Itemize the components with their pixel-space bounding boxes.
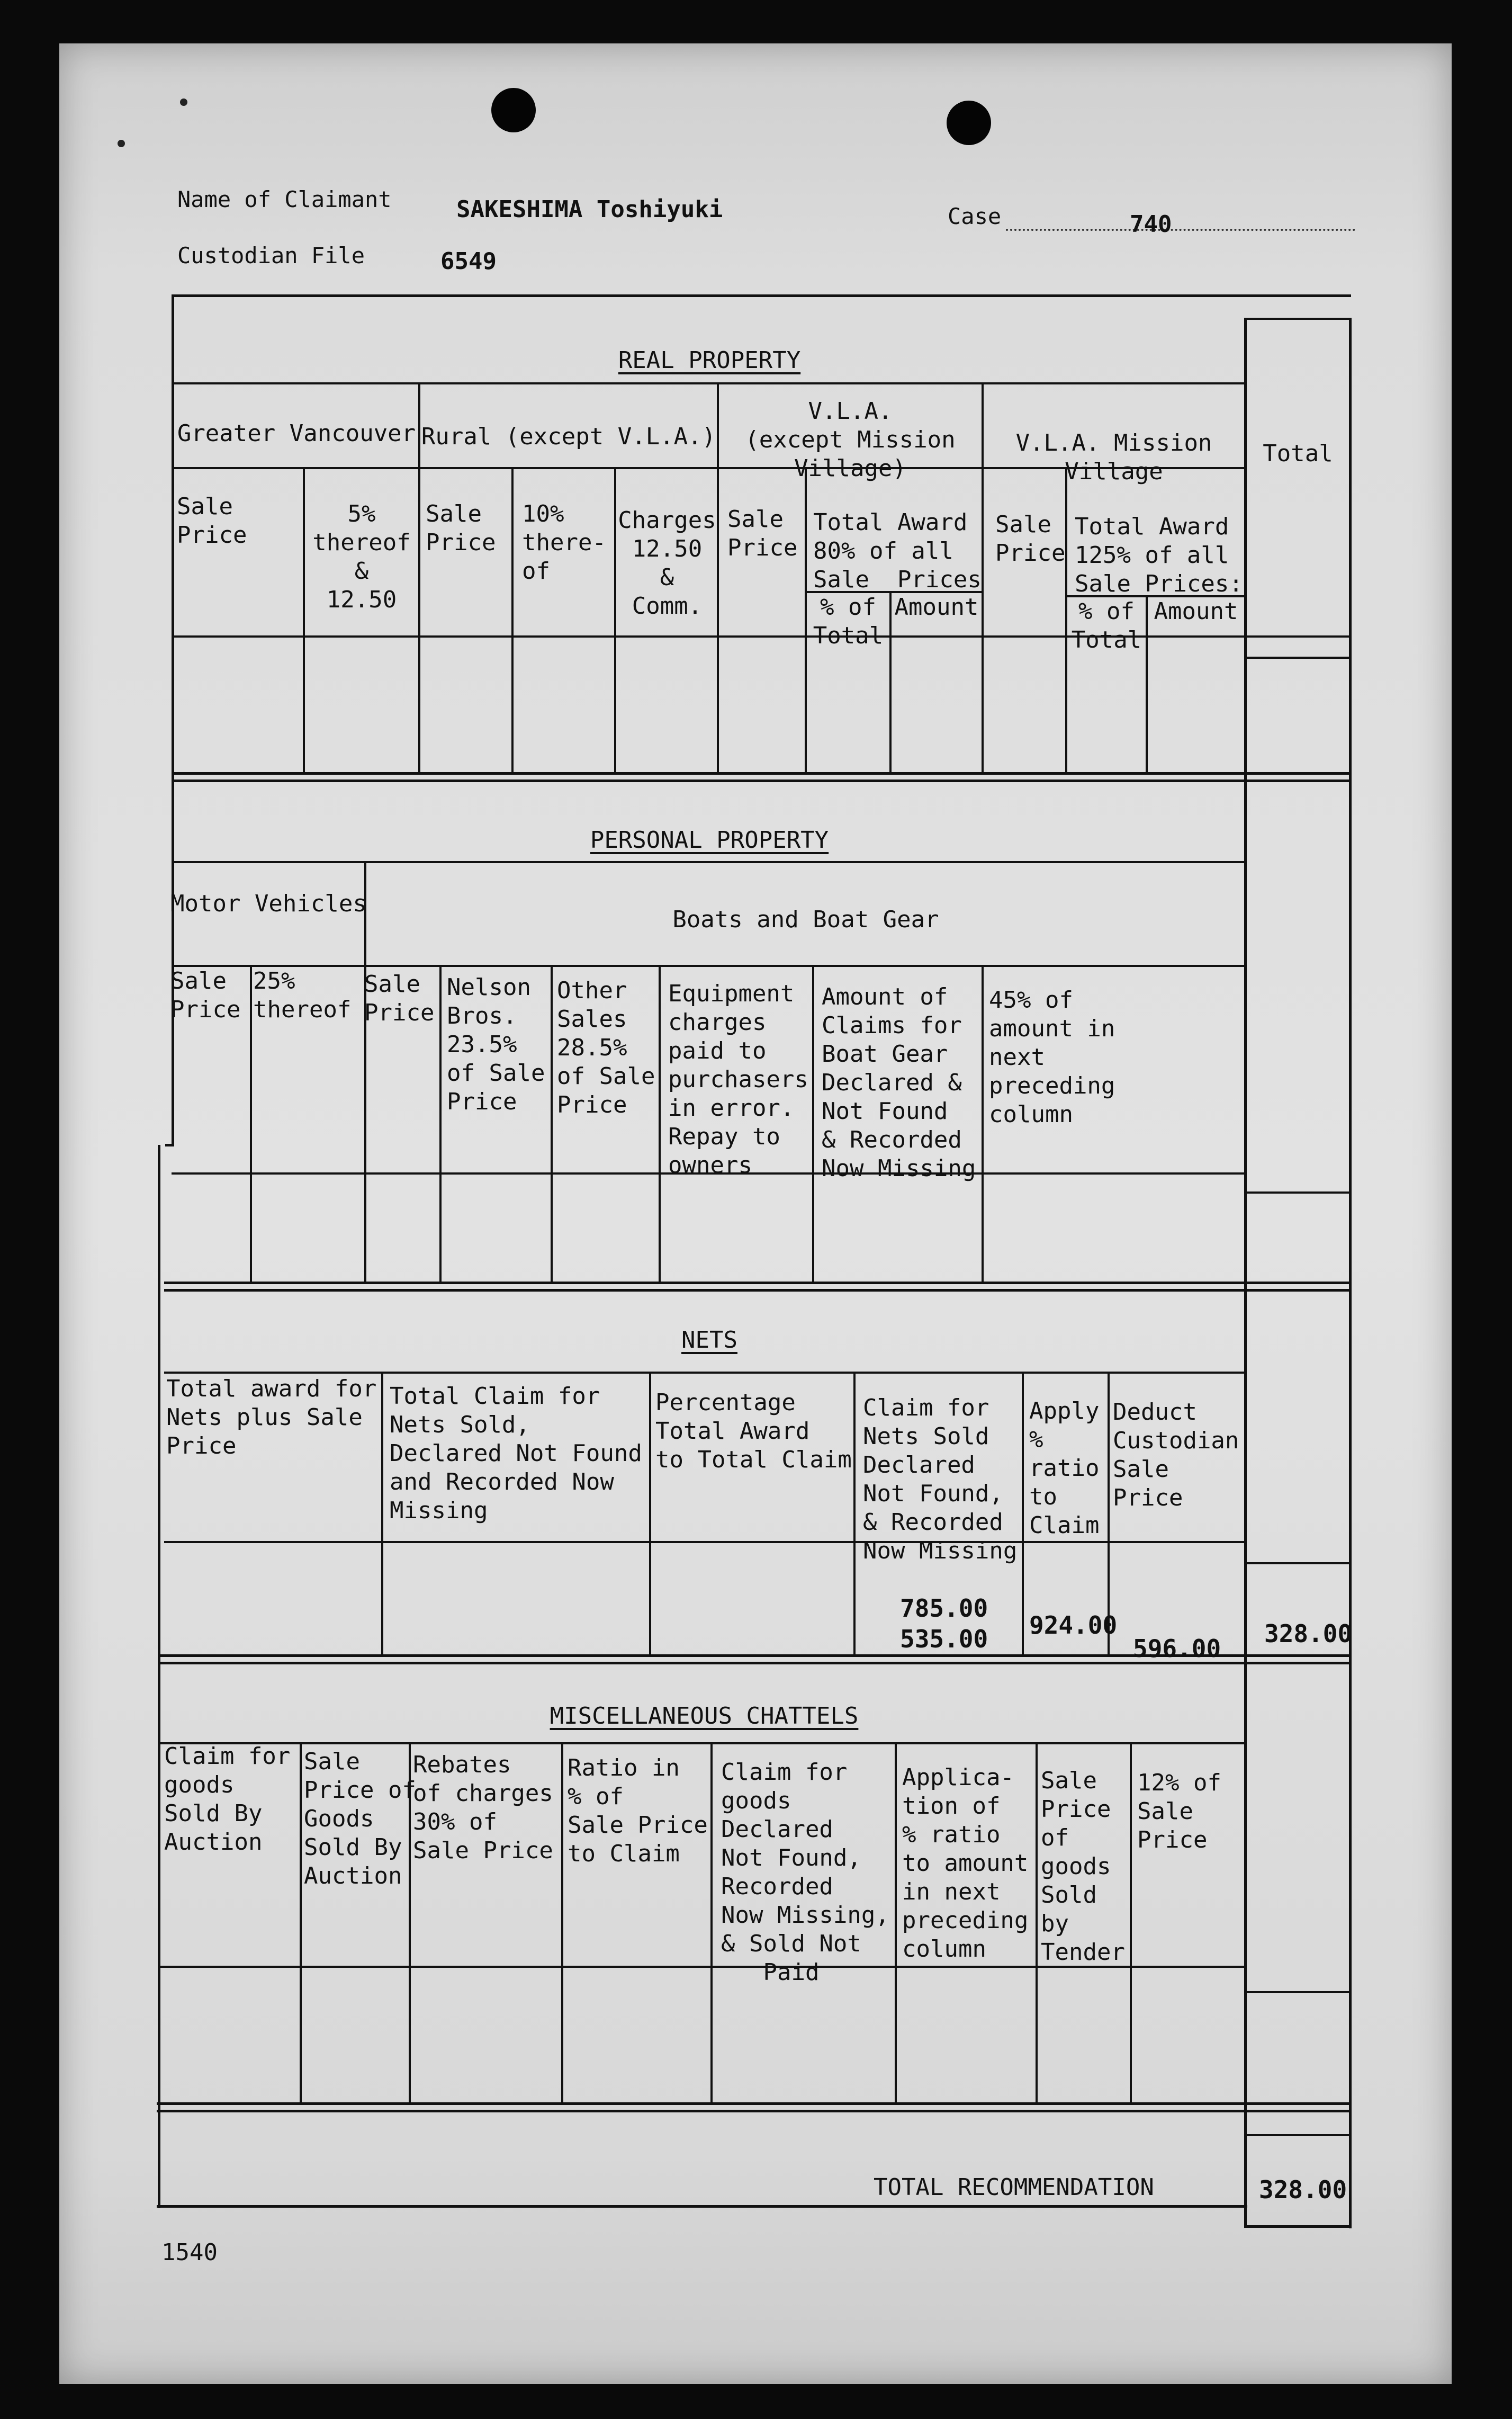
rural-charges-col: Charges 12.50 & Comm. — [618, 507, 716, 620]
mission-total-award-col: Total Award 125% of all Sale Prices: — [1075, 513, 1243, 597]
nets-percentage-col: Percentage Total Award to Total Claim — [655, 1389, 852, 1473]
vla-pct-total-col: % of Total — [813, 594, 884, 649]
nets-claim-value-1: 785.00 — [900, 1594, 988, 1623]
gv-sale-price-col: Sale Price — [177, 493, 247, 549]
form-number: 1540 — [161, 2239, 218, 2266]
real-property-title: REAL PROPERTY — [618, 347, 801, 374]
vla-sale-price-col: Sale Price — [727, 506, 798, 561]
gv-5pct-col: 5% thereof & 12.50 — [312, 500, 411, 613]
mission-sale-price-col: Sale Price — [995, 511, 1066, 567]
boat-sale-price-col: Sale Price — [364, 971, 435, 1026]
nets-title: NETS — [681, 1327, 737, 1354]
case-label: Case — [948, 203, 1002, 229]
boat-gear-claims-col: Amount of Claims for Boat Gear Declared & Not Found & Recorded Now Missing — [822, 983, 976, 1182]
claimant-name: SAKESHIMA Toshiyuki — [456, 196, 723, 223]
custodian-file-label: Custodian File — [177, 243, 365, 268]
misc-application-col: Applica- tion of % ratio to amount in next preceding column — [902, 1764, 1029, 1963]
misc-auction-sale-col: Sale Price of Goods Sold By Auction — [304, 1748, 416, 1889]
nets-deduct-value: 596.00 — [1133, 1634, 1221, 1663]
equipment-charges-col: Equipment charges paid to purchasers in error. Repay to owners — [668, 980, 808, 1179]
boats-header: Boats and Boat Gear — [672, 906, 939, 933]
nets-claim-value-2: 535.00 — [900, 1625, 988, 1653]
total-recommendation-value: 328.00 — [1259, 2175, 1347, 2204]
case-number: 740 — [1130, 211, 1172, 238]
nets-total-claim-col: Total Claim for Nets Sold, Declared Not Found and Recorded Now Missing — [390, 1383, 642, 1524]
vla-header: V.L.A. (except Mission Village) — [745, 398, 956, 482]
misc-auction-claim-col: Claim for goods Sold By Auction — [164, 1743, 291, 1856]
nets-apply-ratio-col: Apply % ratio to Claim — [1029, 1397, 1100, 1539]
rural-header: Rural (except V.L.A.) — [421, 423, 716, 450]
mv-25pct-col: 25% thereof — [253, 967, 352, 1023]
mission-amount-col: Amount — [1154, 598, 1238, 625]
nets-total-value: 328.00 — [1264, 1619, 1353, 1648]
misc-tender-col: Sale Price of goods Sold by Tender — [1041, 1767, 1125, 1966]
other-sales-col: Other Sales 28.5% of Sale Price — [557, 977, 655, 1118]
personal-property-title: PERSONAL PROPERTY — [590, 827, 829, 854]
nets-deduct-col: Deduct Custodian Sale Price — [1113, 1399, 1239, 1511]
nets-apply-value: 924.00 — [1029, 1611, 1118, 1639]
nets-total-award-col: Total award for Nets plus Sale Price — [166, 1375, 377, 1459]
total-recommendation-label: TOTAL RECOMMENDATION — [874, 2174, 1154, 2201]
misc-declared-col: Claim for goods Declared Not Found, Recorded Now Missing, & Sold Not Paid — [721, 1759, 889, 1986]
claimant-label: Name of Claimant — [177, 186, 392, 212]
custodian-file-number: 6549 — [440, 248, 497, 275]
motor-vehicles-header: Motor Vehicles — [170, 890, 367, 917]
vla-mission-header: V.L.A. Mission Village — [1015, 429, 1212, 485]
rural-sale-price-col: Sale Price — [426, 500, 496, 556]
greater-vancouver-header: Greater Vancouver — [177, 420, 416, 447]
misc-ratio-col: Ratio in % of Sale Price to Claim — [568, 1754, 708, 1867]
misc-rebates-col: Rebates of charges 30% of Sale Price — [413, 1751, 553, 1864]
vla-amount-col: Amount — [894, 594, 979, 621]
nelson-bros-col: Nelson Bros. 23.5% of Sale Price — [447, 974, 545, 1115]
mission-pct-total-col: % of Total — [1071, 598, 1142, 653]
mv-sale-price-col: Sale Price — [170, 967, 241, 1023]
nets-claim-sold-col: Claim for Nets Sold Declared Not Found, & Recorded Now Missing — [863, 1394, 1018, 1564]
rural-10pct-col: 10% there- of — [522, 500, 606, 585]
misc-chattels-title: MISCELLANEOUS CHATTELS — [550, 1703, 859, 1730]
misc-12pct-col: 12% of Sale Price — [1137, 1769, 1221, 1853]
45pct-col: 45% of amount in next preceding column — [989, 987, 1115, 1128]
vla-total-award-col: Total Award 80% of all Sale Prices — [813, 509, 982, 593]
total-header: Total — [1263, 440, 1333, 467]
